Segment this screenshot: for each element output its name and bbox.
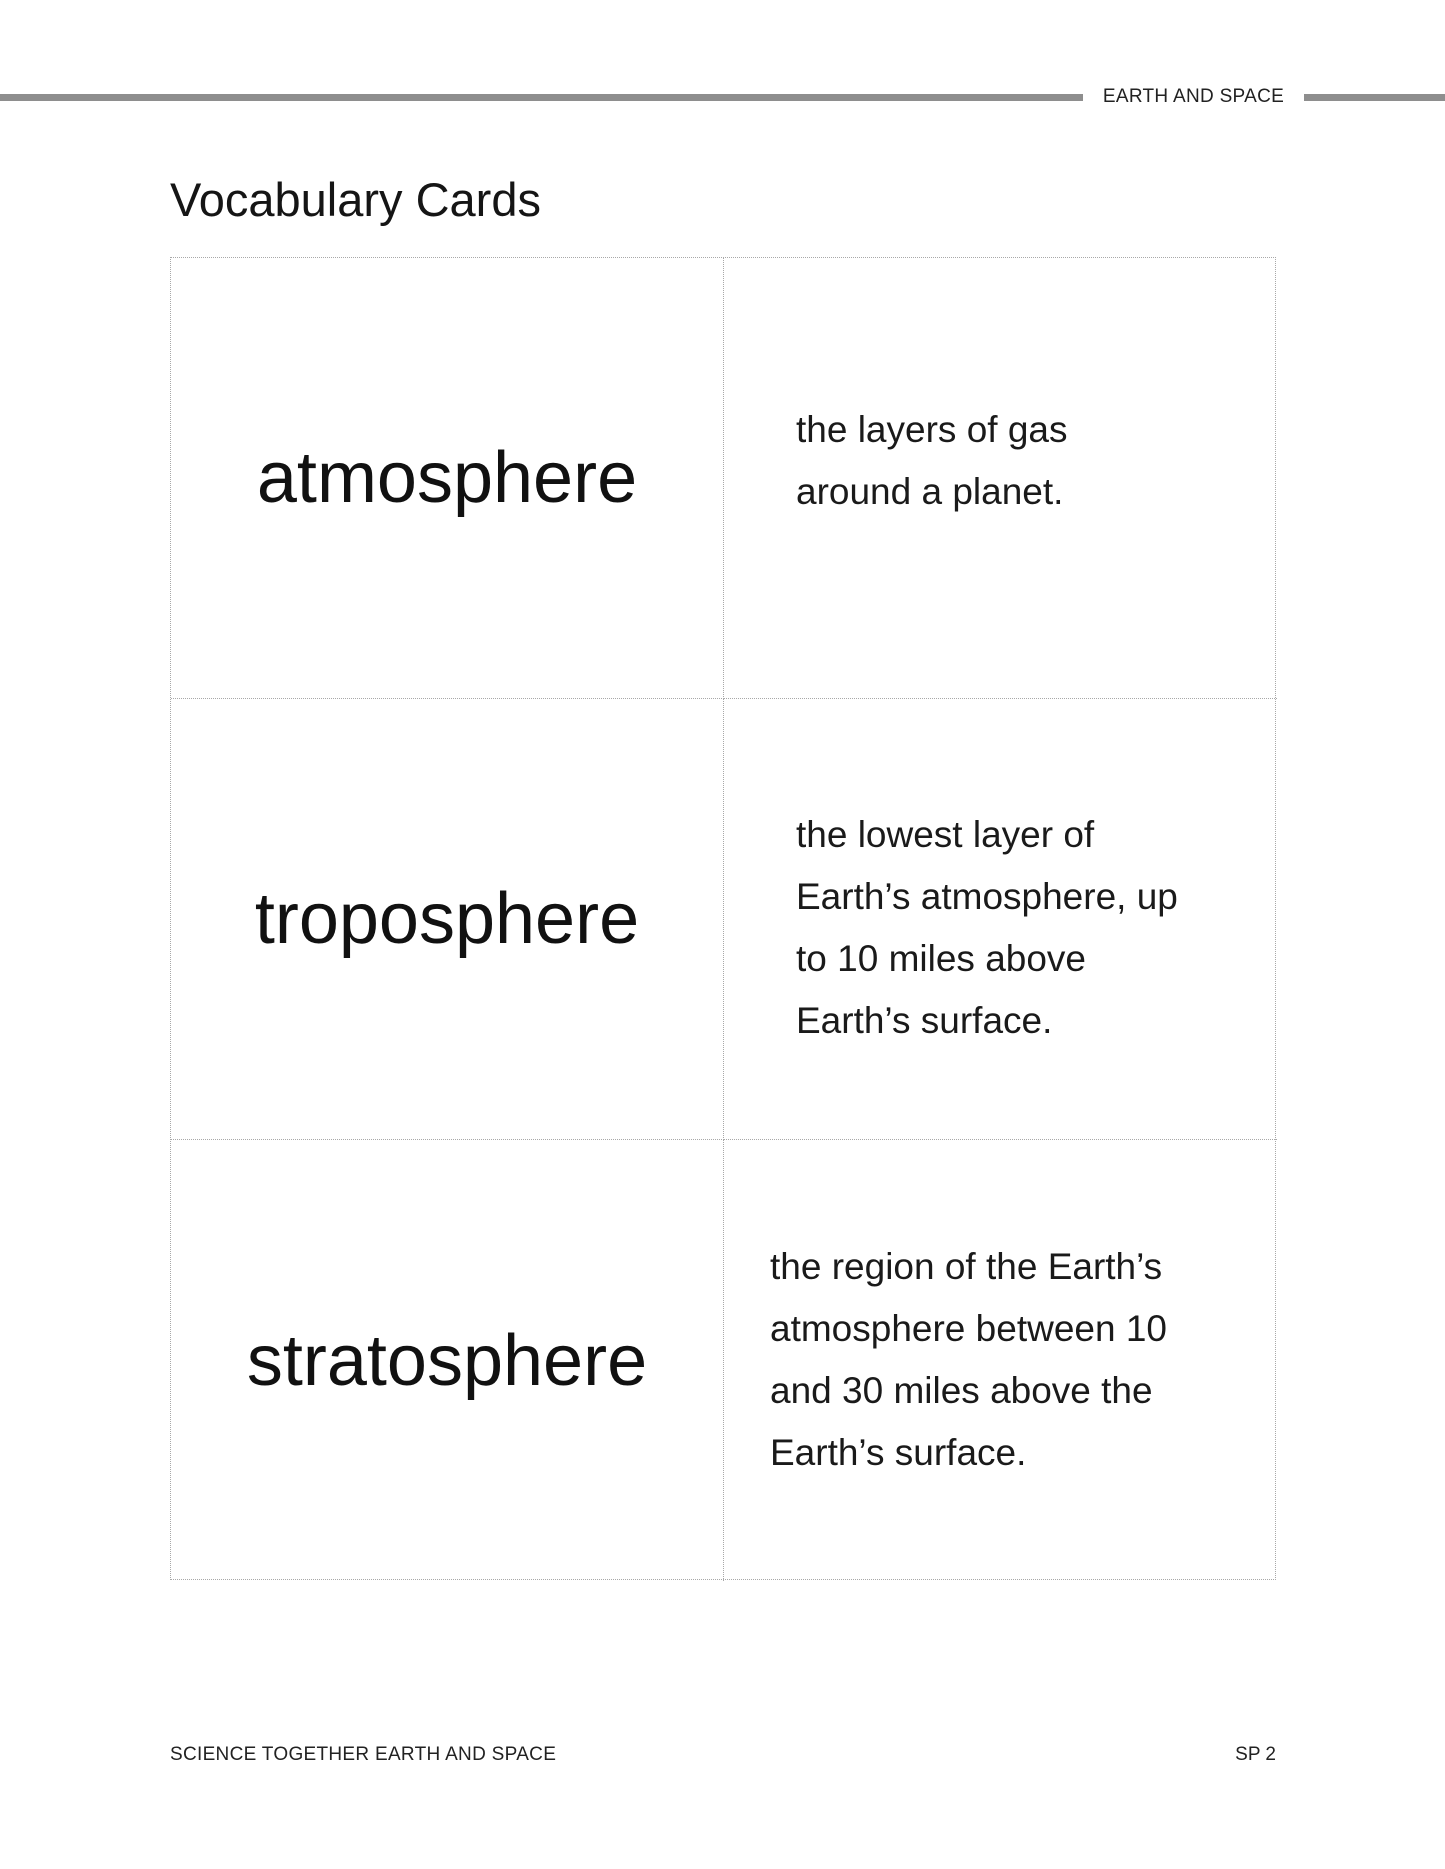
term-word: troposphere bbox=[254, 879, 640, 959]
page-title: Vocabulary Cards bbox=[170, 173, 541, 226]
definition-card bbox=[724, 258, 1277, 699]
definition-text: the layers of gas around a planet. bbox=[796, 409, 1068, 512]
section-label: EARTH AND SPACE bbox=[1102, 86, 1285, 107]
term-card bbox=[171, 258, 724, 699]
definition-card bbox=[724, 699, 1277, 1140]
header-rule-right bbox=[1304, 94, 1445, 101]
term-word: stratosphere bbox=[246, 1320, 648, 1401]
header-rule-left bbox=[0, 94, 1083, 101]
footer-book-title: SCIENCE TOGETHER EARTH AND SPACE bbox=[170, 1744, 557, 1765]
term-card bbox=[171, 699, 724, 1140]
term-word: atmosphere bbox=[256, 438, 638, 518]
definition-card bbox=[724, 1140, 1277, 1581]
definition-text: the lowest layer of Earth’s atmosphere, up to 10 miles above Earth’s surface. bbox=[796, 814, 1178, 1041]
vocabulary-card-grid bbox=[170, 257, 1276, 1580]
term-card bbox=[171, 1140, 724, 1581]
page-number: SP 2 bbox=[1235, 1744, 1276, 1765]
definition-text: the region of the Earth’s atmosphere between 10 and 30 miles above the Earth’s surface. bbox=[770, 1246, 1167, 1473]
